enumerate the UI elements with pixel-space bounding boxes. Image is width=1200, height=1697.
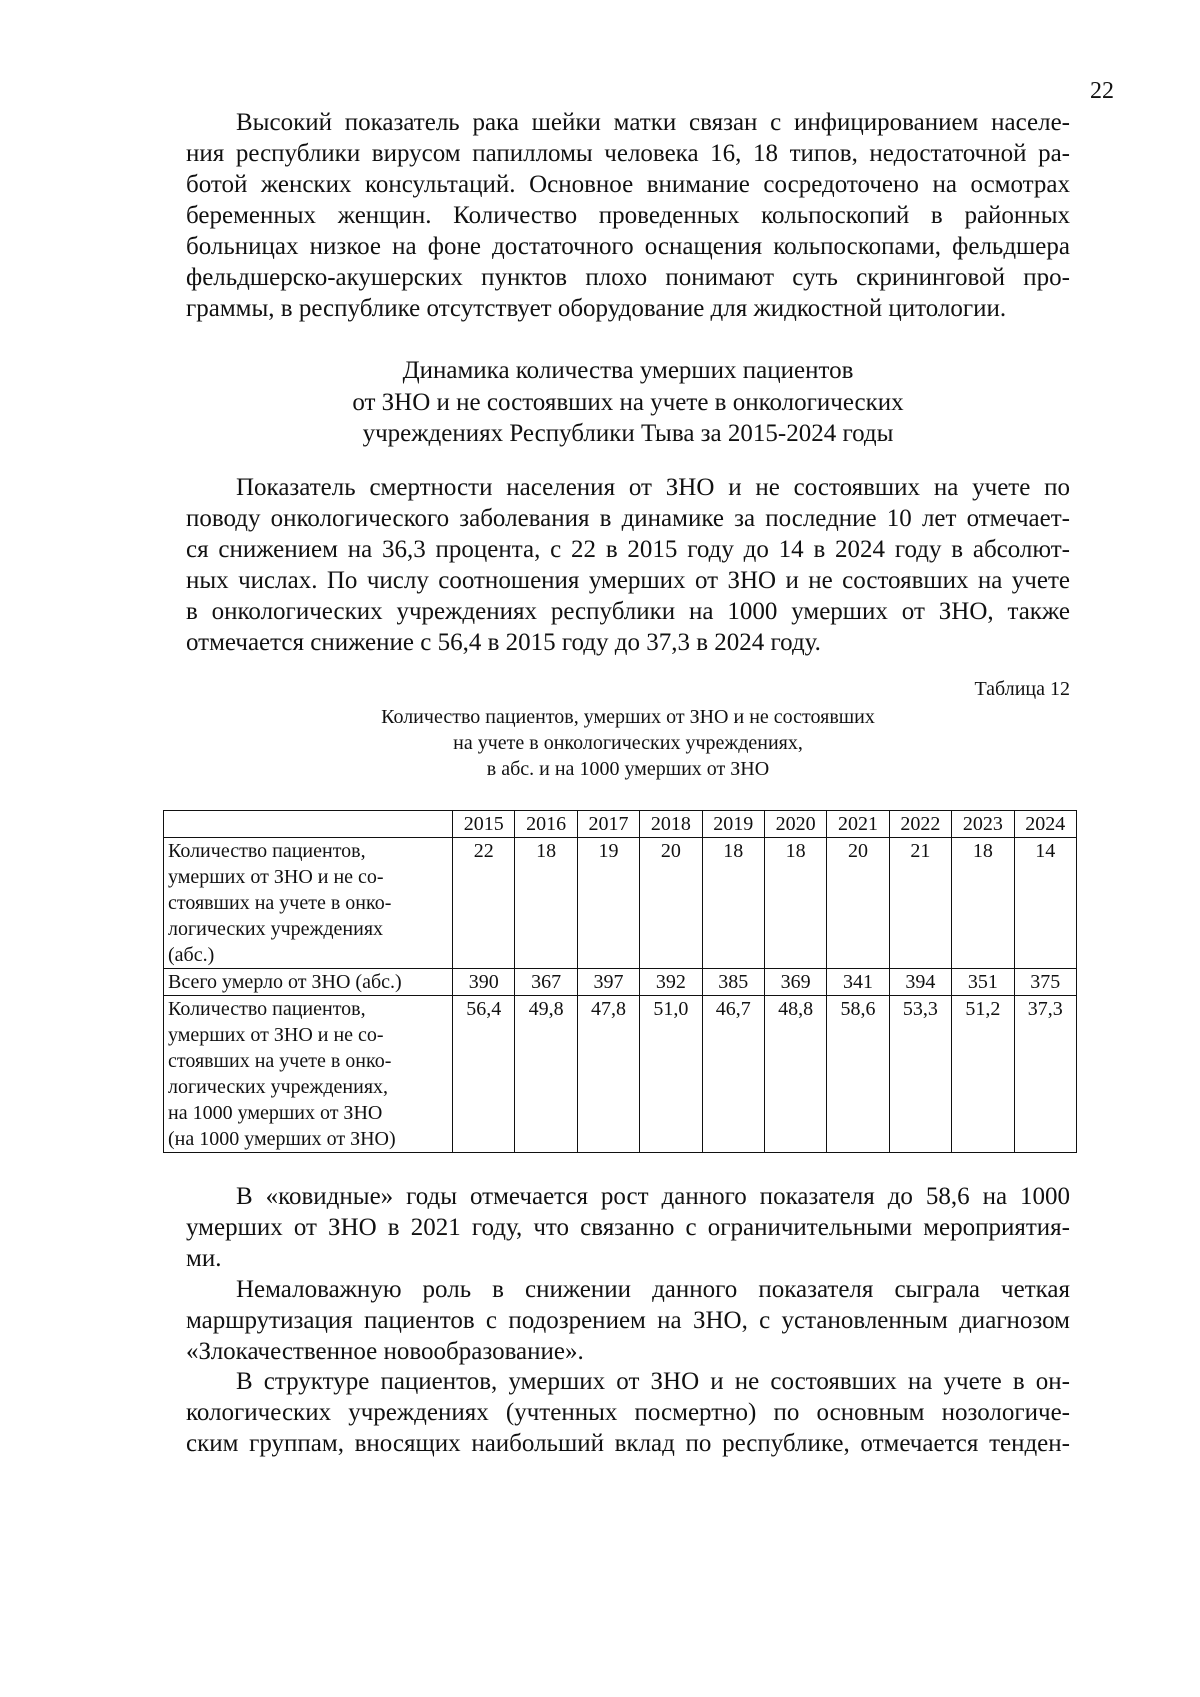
value-cell: 351	[952, 969, 1014, 996]
row-label-line: логических учреждениях,	[168, 1076, 389, 1098]
value-cell: 390	[453, 969, 515, 996]
row-label-line: на 1000 умерших от ЗНО	[168, 1102, 383, 1124]
value-cell: 46,7	[702, 996, 764, 1153]
row-label-line: (абс.)	[168, 944, 215, 966]
row-label-line: логических учреждениях	[168, 918, 384, 940]
row-label-cell	[164, 969, 453, 996]
section-title-line: от ЗНО и не состоявших на учете в онкологических	[352, 388, 904, 416]
table-row	[164, 996, 1077, 1153]
table-row	[164, 969, 1077, 996]
text-line: ных числах. По числу соотношения умерших от ЗНО и не состоявших на учете	[186, 567, 1070, 594]
text-line: в онкологических учреждениях республики на 1000 умерших от ЗНО, также	[186, 598, 1070, 625]
row-label-line: Количество пациентов,	[168, 840, 366, 862]
row-label-line: Всего умерло от ЗНО (абс.)	[168, 971, 402, 993]
text-line: Немаловажную роль в снижении данного показателя сыграла четкая	[236, 1276, 1070, 1303]
paragraph-routing	[186, 1274, 1070, 1367]
text-line: ским группам, вносящих наибольший вклад по республике, отмечается тенден-	[186, 1430, 1070, 1457]
text-line: ботой женских консультаций. Основное внимание сосредоточено на осмотрах	[186, 171, 1070, 198]
value-cell: 394	[889, 969, 951, 996]
text-line: поводу онкологического заболевания в динамике за последние 10 лет отмечает-	[186, 505, 1070, 532]
value-cell: 21	[889, 838, 951, 969]
section-title-line: Динамика количества умерших пациентов	[402, 357, 854, 384]
paragraph-covid-years	[186, 1181, 1070, 1274]
text-line: «Злокачественное новообразование».	[186, 1338, 584, 1365]
value-cell: 20	[640, 838, 702, 969]
text-line: В структуре пациентов, умерших от ЗНО и не состоявших на учете в он-	[236, 1368, 1070, 1395]
data-table	[163, 810, 1077, 1153]
table-row	[164, 838, 1077, 969]
page-number: 22	[1090, 78, 1114, 104]
value-cell: 51,2	[952, 996, 1014, 1153]
value-cell: 22	[453, 838, 515, 969]
value-cell: 397	[577, 969, 639, 996]
row-label-cell	[164, 996, 453, 1153]
text-line: ми.	[186, 1245, 222, 1272]
text-line: маршрутизация пациентов с подозрением на ЗНО, с установленным диагнозом	[186, 1307, 1070, 1334]
text-line: В «ковидные» годы отмечается рост данного показателя до 58,6 на 1000	[236, 1183, 1070, 1210]
section-title	[186, 355, 1070, 450]
year-header-cell: 2015	[453, 811, 515, 838]
text-line: умерших от ЗНО в 2021 году, что связанно с ограничительными мероприятия-	[186, 1214, 1070, 1241]
value-cell: 18	[764, 838, 826, 969]
table-caption	[186, 704, 1070, 782]
value-cell: 48,8	[764, 996, 826, 1153]
row-label-cell	[164, 838, 453, 969]
value-cell: 37,3	[1014, 996, 1076, 1153]
value-cell: 47,8	[577, 996, 639, 1153]
text-line: кологических учреждениях (учтенных посмертно) по основным нозологиче-	[186, 1399, 1070, 1426]
row-label-line: умерших от ЗНО и не со-	[168, 866, 384, 888]
table-caption-line: Количество пациентов, умерших от ЗНО и не состоявших	[381, 706, 875, 728]
year-header-cell: 2024	[1014, 811, 1076, 838]
year-header-cell: 2019	[702, 811, 764, 838]
text-line: ния республики вирусом папилломы человека 16, 18 типов, недостаточной ра-	[186, 140, 1070, 167]
year-header-cell: 2016	[515, 811, 577, 838]
paragraph-cervical-cancer	[186, 107, 1070, 324]
value-cell: 367	[515, 969, 577, 996]
section-title-line: учреждениях Республики Тыва за 2015-2024 годы	[362, 420, 894, 447]
year-header-cell: 2020	[764, 811, 826, 838]
year-header-cell: 2023	[952, 811, 1014, 838]
year-header-cell: 2017	[577, 811, 639, 838]
value-cell: 341	[827, 969, 889, 996]
value-cell: 375	[1014, 969, 1076, 996]
value-cell: 392	[640, 969, 702, 996]
table-corner-cell	[164, 811, 453, 838]
value-cell: 51,0	[640, 996, 702, 1153]
table-label: Таблица 12	[974, 678, 1070, 700]
value-cell: 18	[952, 838, 1014, 969]
text-line: Показатель смертности населения от ЗНО и не состоявших на учете по	[236, 474, 1070, 501]
value-cell: 14	[1014, 838, 1076, 969]
value-cell: 18	[702, 838, 764, 969]
table-header-row	[164, 811, 1077, 838]
paragraph-structure	[186, 1366, 1070, 1459]
value-cell: 56,4	[453, 996, 515, 1153]
year-header-cell: 2021	[827, 811, 889, 838]
value-cell: 18	[515, 838, 577, 969]
text-line: ся снижением на 36,3 процента, с 22 в 2015 году до 14 в 2024 году в абсолют-	[186, 536, 1070, 563]
text-line: граммы, в республике отсутствует оборудование для жидкостной цитологии.	[186, 295, 1007, 322]
table-caption-line: в абс. и на 1000 умерших от ЗНО	[486, 758, 770, 780]
value-cell: 20	[827, 838, 889, 969]
text-line: беременных женщин. Количество проведенных кольпоскопий в районных	[186, 202, 1070, 229]
row-label-line: умерших от ЗНО и не со-	[168, 1024, 384, 1046]
paragraph-mortality-dynamics	[186, 472, 1070, 658]
row-label-line: Количество пациентов,	[168, 998, 366, 1020]
value-cell: 385	[702, 969, 764, 996]
value-cell: 49,8	[515, 996, 577, 1153]
text-line: фельдшерско-акушерских пунктов плохо понимают суть скрининговой про-	[186, 264, 1070, 291]
text-line: больницах низкое на фоне достаточного оснащения кольпоскопами, фельдшера	[186, 233, 1070, 260]
row-label-line: стоявших на учете в онко-	[168, 892, 392, 914]
value-cell: 19	[577, 838, 639, 969]
row-label-line: стоявших на учете в онко-	[168, 1050, 392, 1072]
row-label-line: (на 1000 умерших от ЗНО)	[168, 1128, 396, 1150]
value-cell: 53,3	[889, 996, 951, 1153]
value-cell: 369	[764, 969, 826, 996]
text-line: Высокий показатель рака шейки матки связан с инфицированием населе-	[236, 109, 1070, 136]
year-header-cell: 2022	[889, 811, 951, 838]
value-cell: 58,6	[827, 996, 889, 1153]
text-line: отмечается снижение с 56,4 в 2015 году до 37,3 в 2024 году.	[186, 629, 821, 656]
table-caption-line: на учете в онкологических учреждениях,	[453, 732, 803, 754]
year-header-cell: 2018	[640, 811, 702, 838]
